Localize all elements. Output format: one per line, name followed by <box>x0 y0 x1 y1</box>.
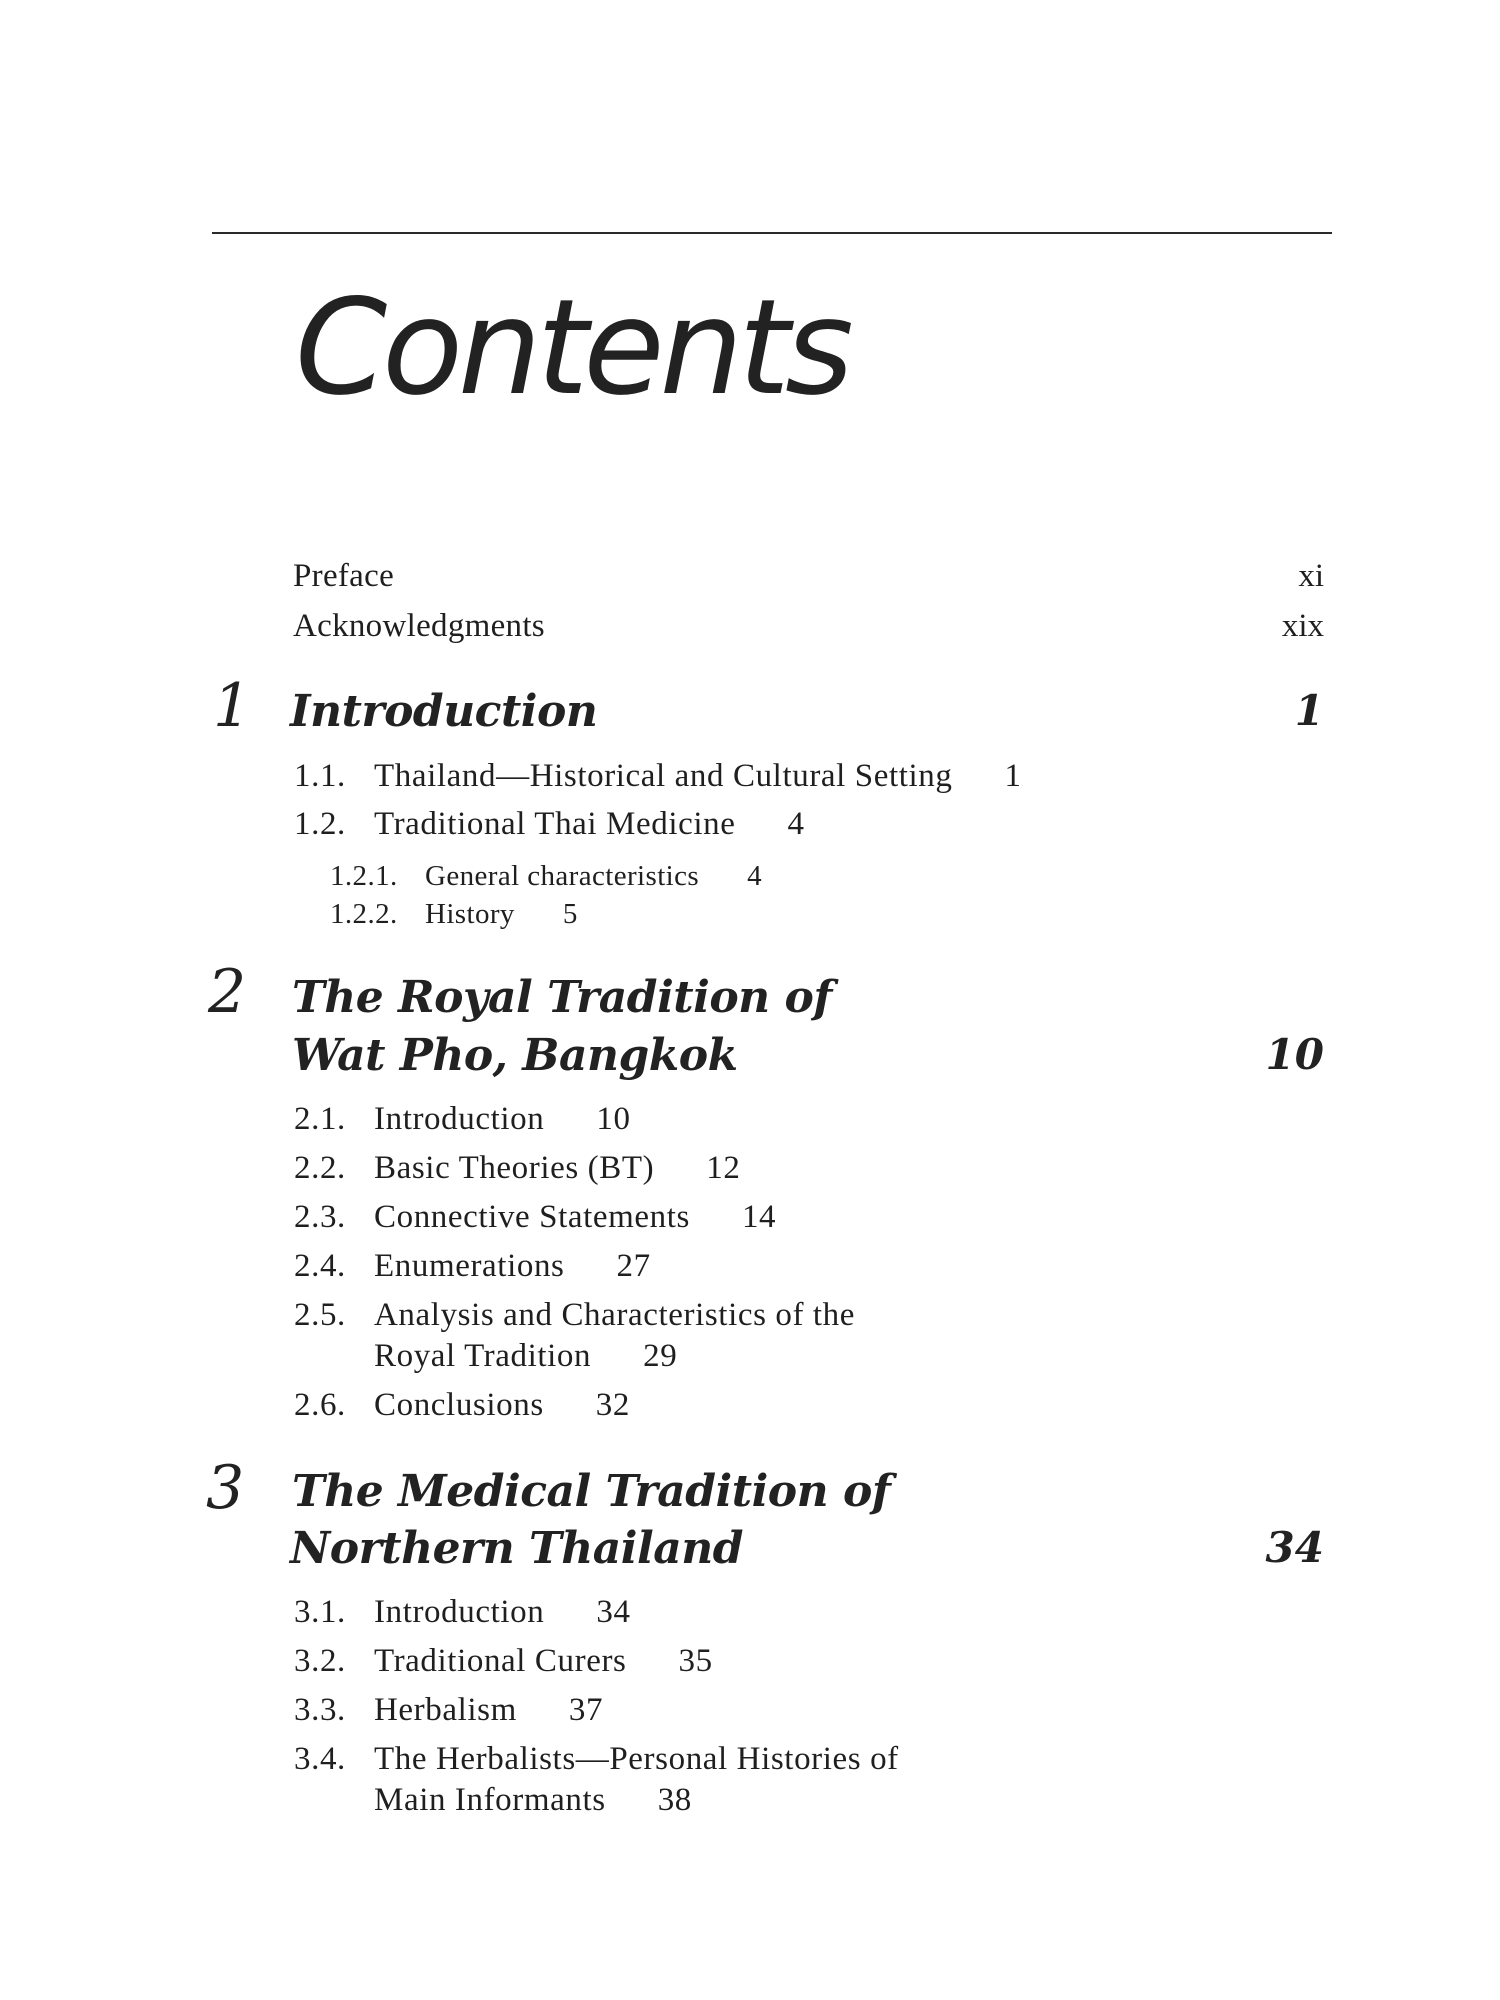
section-page: 32 <box>595 1387 630 1423</box>
section-title-continued: Royal Tradition <box>374 1338 592 1374</box>
toc-section <box>294 1645 713 1678</box>
chapter-number: 2 <box>208 957 247 1027</box>
section-page: 10 <box>596 1101 631 1137</box>
section-title: Traditional Thai Medicine <box>374 806 736 842</box>
section-page: 4 <box>787 806 805 842</box>
section-title: Analysis and Characteristics of the <box>374 1297 856 1333</box>
subsection-page: 4 <box>747 860 762 892</box>
toc-section <box>294 1250 651 1283</box>
chapter-page: 34 <box>1265 1523 1324 1572</box>
toc-section <box>294 1299 855 1332</box>
section-title: Basic Theories (BT) <box>374 1150 655 1186</box>
chapter-title: The Medical Tradition of <box>292 1466 891 1517</box>
section-title: Traditional Curers <box>374 1643 627 1679</box>
section-title: Thailand—Historical and Cultural Setting <box>374 758 953 794</box>
section-number: 2.2. <box>294 1150 346 1186</box>
section-number: 2.5. <box>294 1297 346 1333</box>
toc-subsection <box>330 862 762 891</box>
chapter-title: The Royal Tradition of <box>292 972 832 1023</box>
chapter-page: 1 <box>1294 686 1324 735</box>
section-number: 3.4. <box>294 1741 346 1777</box>
section-title: Introduction <box>374 1101 545 1137</box>
toc-page-preface: xi <box>1298 558 1324 594</box>
subsection-number: 1.2.2. <box>330 898 398 930</box>
chapter-title: Northern Thailand <box>290 1523 743 1574</box>
toc-subsection <box>330 900 578 929</box>
section-page: 1 <box>1004 758 1022 794</box>
section-page: 34 <box>596 1594 631 1630</box>
toc-section <box>294 1103 631 1136</box>
top-rule <box>212 232 1332 234</box>
toc-section <box>294 1201 776 1234</box>
chapter-number: 3 <box>206 1453 245 1523</box>
section-title: Herbalism <box>374 1692 517 1728</box>
chapter-number: 1 <box>213 671 252 741</box>
chapter-title: Wat Pho, Bangkok <box>292 1030 738 1081</box>
toc-entry-preface: Preface <box>293 558 395 594</box>
section-title: Enumerations <box>374 1248 565 1284</box>
toc-page-acknowledgments: xix <box>1281 608 1324 644</box>
section-number: 2.3. <box>294 1199 346 1235</box>
toc-section-continuation <box>374 1784 692 1817</box>
section-page: 27 <box>616 1248 651 1284</box>
section-title: Introduction <box>374 1594 545 1630</box>
toc-section <box>294 1694 603 1727</box>
toc-section <box>294 760 1022 793</box>
section-number: 1.2. <box>294 806 346 842</box>
page-title: Contents <box>295 271 849 425</box>
toc-section-continuation <box>374 1340 677 1373</box>
subsection-page: 5 <box>562 898 578 930</box>
toc-section <box>294 1389 630 1422</box>
subsection-number: 1.2.1. <box>330 860 398 892</box>
section-number: 2.6. <box>294 1387 346 1423</box>
section-title: The Herbalists—Personal Histories of <box>374 1741 899 1777</box>
section-title: Connective Statements <box>374 1199 690 1235</box>
section-page: 35 <box>678 1643 713 1679</box>
section-number: 2.1. <box>294 1101 346 1137</box>
section-number: 2.4. <box>294 1248 346 1284</box>
section-page: 12 <box>706 1150 741 1186</box>
section-title-continued: Main Informants <box>374 1782 606 1818</box>
chapter-title: Introduction <box>290 686 598 737</box>
subsection-title: General characteristics <box>425 860 700 892</box>
section-number: 3.2. <box>294 1643 346 1679</box>
toc-section <box>294 1743 899 1776</box>
section-page: 29 <box>643 1338 678 1374</box>
section-number: 1.1. <box>294 758 346 794</box>
chapter-page: 10 <box>1265 1030 1324 1079</box>
subsection-title: History <box>425 898 515 930</box>
section-page: 38 <box>657 1782 692 1818</box>
toc-section <box>294 808 805 841</box>
section-page: 37 <box>568 1692 604 1728</box>
toc-section <box>294 1152 740 1185</box>
toc-entry-acknowledgments: Acknowledgments <box>293 608 545 644</box>
section-title: Conclusions <box>374 1387 544 1423</box>
section-number: 3.1. <box>294 1594 346 1630</box>
section-number: 3.3. <box>294 1692 346 1728</box>
toc-section <box>294 1596 631 1629</box>
section-page: 14 <box>741 1199 777 1235</box>
